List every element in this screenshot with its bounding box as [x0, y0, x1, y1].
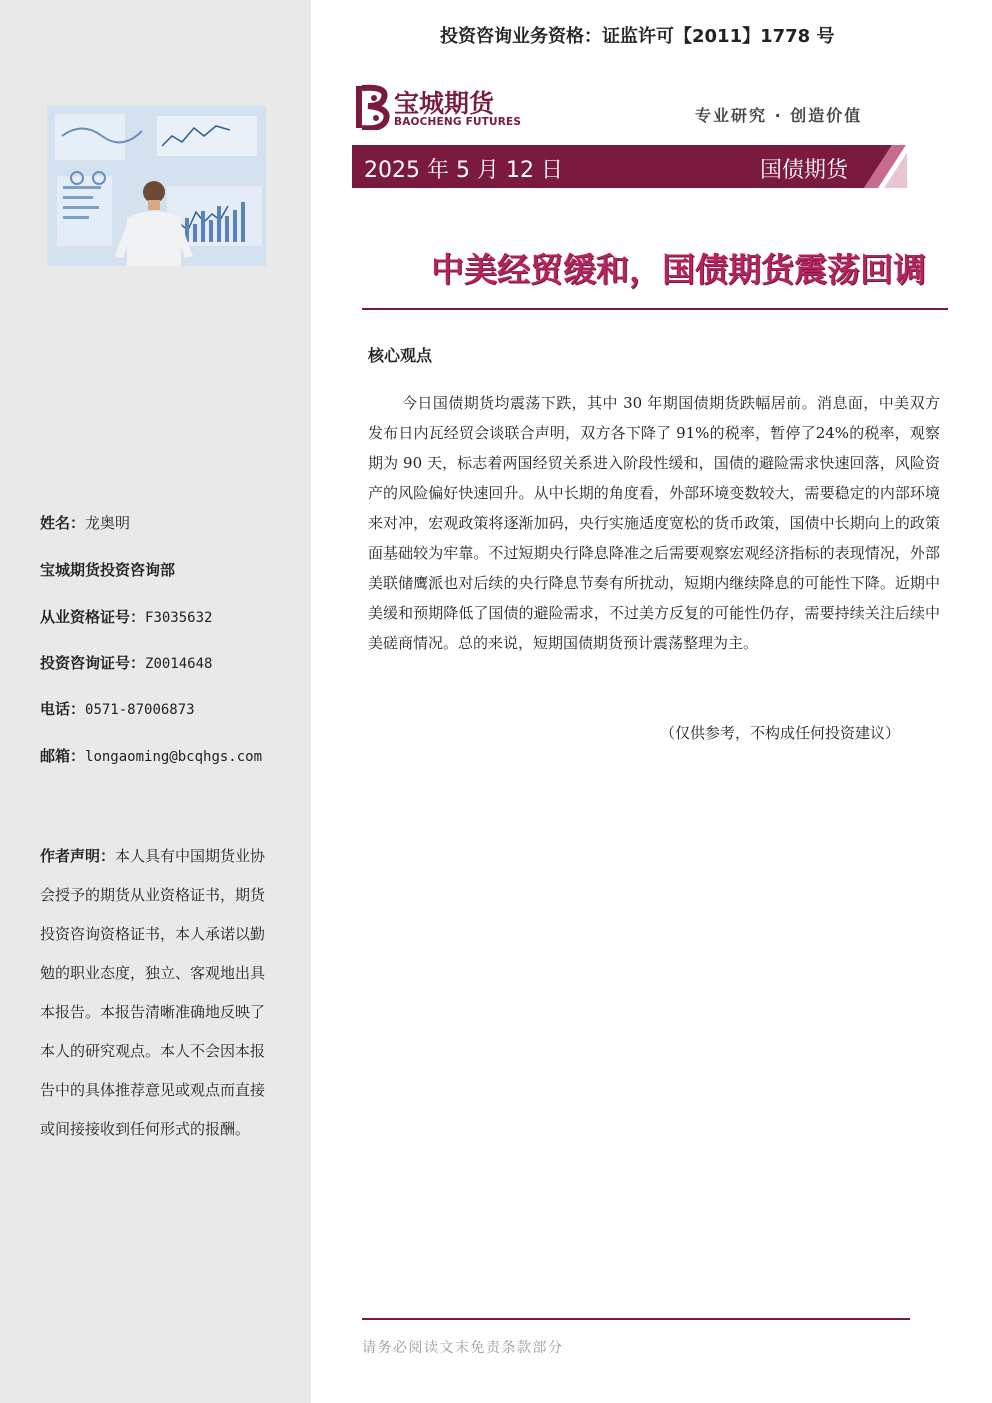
- body-text: 今日国债期货均震荡下跌，其中 30 年期国债期货跌幅居前。消息面，中美双方发布日内瓦经贸会谈联合声明，双方各下降了 91%的税率，暂停了24%的税率，观察期为 90 天，标志着两国经贸关系进入阶段性缓和，国债的避险需求快速回落，风险资产的风险偏好快速回升。从中长期的角度看，外部环境变数较大，需要稳定的内部环境来对冲，宏观政策将逐渐加码，央行实施适度宽松的货币政策，国债中长期向上的政策面基础较为牢靠。不过短期央行降息降准之后需要观察宏观经济指标的表现情况，外部美联储鹰派也对后续的央行降息节奏有所扰动，短期内继续降息的可能性下降。近期中美缓和预期降低了国债的避险需求，不过美方反复的可能性仍存，需要持续关注后续中美磋商情况。总的来说，短期国债期货预计震荡整理为主。: [368, 394, 940, 652]
- email-value: longaoming@bcqhgs.com: [85, 749, 263, 765]
- disclaimer: （仅供参考，不构成任何投资建议）: [660, 724, 901, 742]
- headline-divider: [362, 308, 948, 310]
- author-name-label: 姓名：: [40, 514, 86, 532]
- report-date: 2025 年 5 月 12 日: [364, 158, 563, 183]
- report-category: 国债期货: [760, 158, 849, 183]
- email-row: [40, 745, 262, 766]
- consulting-value: Z0014648: [145, 656, 213, 672]
- phone-value: 0571-87006873: [85, 702, 195, 718]
- consulting-row: [40, 652, 212, 673]
- qualification-label: 从业资格证号：: [40, 608, 146, 626]
- footer-divider: [362, 1318, 910, 1320]
- section-title: 核心观点: [368, 346, 433, 365]
- email-label: 邮箱：: [40, 747, 86, 765]
- declaration-text: 本人具有中国期货业协会授予的期货从业资格证书，期货投资咨询资格证书，本人承诺以勤勉的职业态度，独立、客观地出具本报告。本报告清晰准确地反映了本人的研究观点。本人不会因本报告中的具体推荐意见或观点而直接或间接接收到任何形式的报酬。: [40, 847, 266, 1138]
- qualification-value: F3035632: [145, 610, 213, 626]
- company-logo: [354, 84, 524, 134]
- consulting-label: 投资咨询证号：: [40, 654, 146, 672]
- license-text: 投资咨询业务资格：证监许可【2011】1778 号: [440, 26, 835, 47]
- slogan: 专业研究 · 创造价值: [695, 106, 863, 125]
- logo-mark-icon: [354, 84, 392, 130]
- hero-image: [47, 106, 266, 266]
- declaration-label: 作者声明：: [40, 847, 116, 865]
- qualification-row: [40, 606, 212, 627]
- author-department: [40, 559, 175, 580]
- author-name-row: [40, 512, 130, 533]
- analyst-illustration: [47, 106, 266, 266]
- phone-row: [40, 698, 195, 719]
- logo-en-text: BAOCHENG FUTURES: [394, 116, 522, 128]
- author-declaration: [40, 837, 275, 1149]
- headline: 中美经贸缓和，国债期货震荡回调: [431, 250, 926, 289]
- author-department-text: 宝城期货投资咨询部: [40, 561, 176, 579]
- footer-note: 请务必阅读文末免责条款部分: [362, 1340, 564, 1356]
- phone-label: 电话：: [40, 700, 86, 718]
- author-name-value: 龙奥明: [85, 514, 131, 532]
- logo-cn-text: 宝城期货: [394, 89, 495, 118]
